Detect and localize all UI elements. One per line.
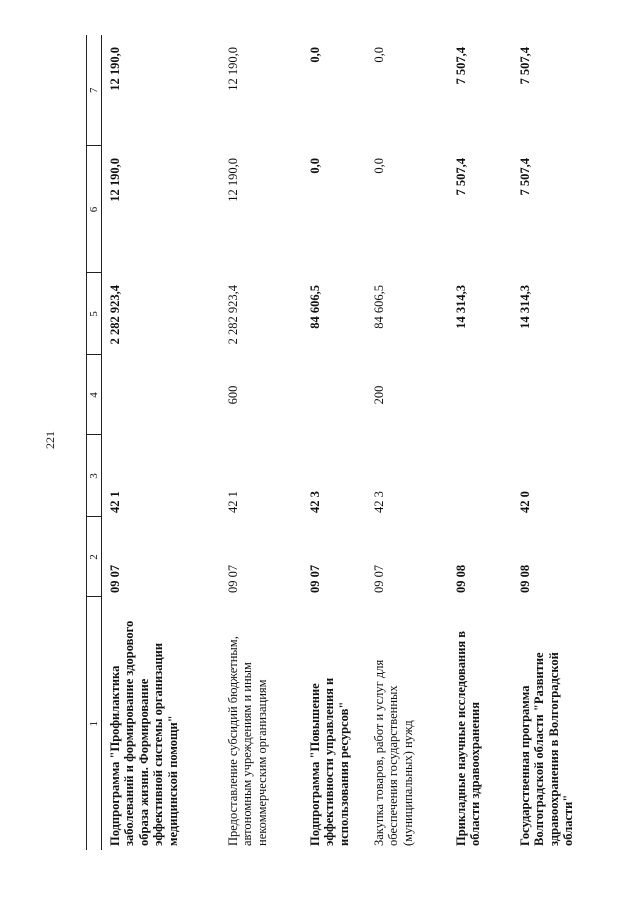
row-name: Предоставление субсидий бюджетным, автономным учреждениям и иным некоммерческим организациям [226,636,269,846]
row-target: 42 1 [108,491,122,513]
row-type [302,355,366,435]
row-value-5: 2 282 923,4 [226,285,240,345]
row-target: 42 3 [308,491,322,513]
row-target: 42 1 [226,491,240,513]
row-value-6: 0,0 [372,158,386,174]
row-value-7: 12 190,0 [226,47,240,91]
header-col-4: 4 [87,355,102,435]
row-value-5: 84 606,5 [372,285,386,329]
row-value-7: 7 507,4 [454,47,468,85]
row-value-6: 7 507,4 [454,158,468,196]
row-value-5: 14 314,3 [454,285,468,329]
row-type [512,355,596,435]
row-type [448,355,512,435]
row-name: Прикладные научные исследования в области здравоохранения [454,630,483,846]
row-section: 09 08 [518,564,532,593]
table-row [302,35,366,850]
row-name: Государственная программа Волгоградской области "Развитие здравоохранения в Волгоградской области" [518,652,576,846]
rotated-table-container [86,35,620,850]
table-row [512,35,596,850]
row-value-7: 0,0 [308,47,322,63]
row-target [448,435,512,517]
row-value-6: 7 507,4 [518,158,532,196]
table-row [448,35,512,850]
header-col-6: 6 [87,146,102,273]
row-type [102,355,221,435]
row-section: 09 07 [308,564,322,593]
budget-table [86,35,596,850]
row-type: 600 [226,385,240,405]
row-type: 200 [372,385,386,405]
row-section: 09 07 [108,564,122,593]
row-value-7: 0,0 [372,47,386,63]
row-value-7: 7 507,4 [518,47,532,85]
row-value-5: 2 282 923,4 [108,285,122,345]
row-target: 42 3 [372,491,386,513]
row-value-7: 12 190,0 [108,47,122,91]
header-col-7: 7 [87,35,102,146]
row-value-6: 12 190,0 [108,158,122,202]
page-number: 221 [42,431,57,449]
header-col-2: 2 [87,517,102,597]
row-value-5: 84 606,5 [308,285,322,329]
table-row [366,35,448,850]
table-row [102,35,221,850]
row-name: Подпрограмма "Профилактика заболеваний и формирование здорового образа жизни. Формирование эффективной системы организации медицинской помощи" [108,620,180,846]
table-header-row [87,35,102,850]
header-col-1: 1 [87,597,102,850]
row-section: 09 07 [372,564,386,593]
row-section: 09 08 [454,564,468,593]
header-col-5: 5 [87,273,102,355]
row-name: Подпрограмма "Повышение эффективности управления и использования ресурсов" [308,677,351,846]
table-row [220,35,302,850]
row-value-5: 14 314,3 [518,285,532,329]
row-name: Закупка товаров, работ и услуг для обеспечения государственных (муниципальных) нужд [372,659,415,846]
row-section: 09 07 [226,564,240,593]
row-target: 42 0 [518,491,532,513]
row-value-6: 12 190,0 [226,158,240,202]
row-value-6: 0,0 [308,158,322,174]
header-col-3: 3 [87,435,102,517]
